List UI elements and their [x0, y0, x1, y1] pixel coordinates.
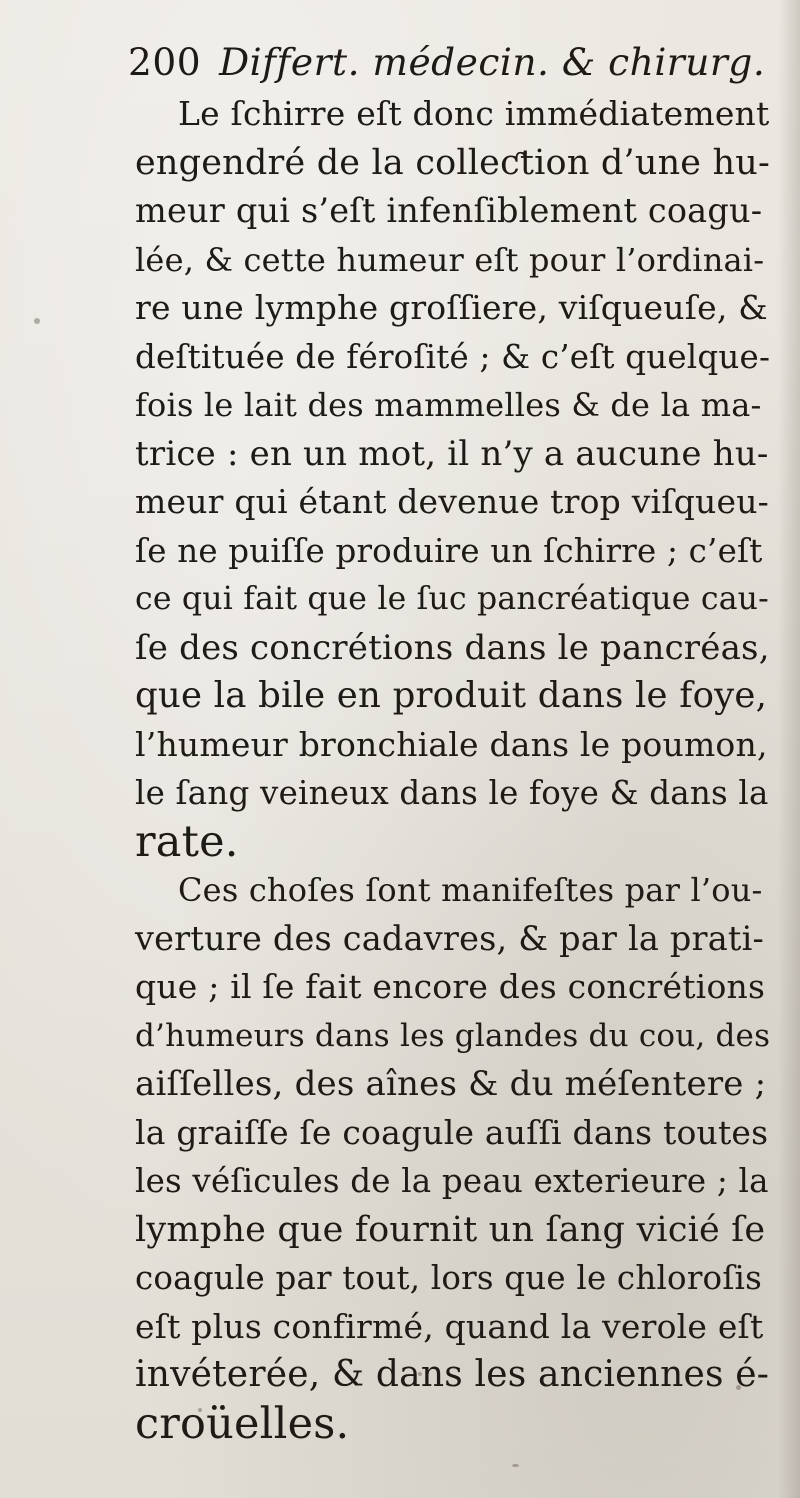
text-line: la graiſſe ſe coagule auſſi dans toutes [135, 1112, 769, 1152]
text-line: lée, & cette humeur eſt pour l’ordinai- [135, 240, 765, 279]
text-line: lymphe que fournit un ſang vicié ſe [135, 1209, 766, 1250]
text-line: l’humeur bronchiale dans le poumon, [135, 724, 768, 764]
text-line: eſt plus confirmé, quand la verole eſt [135, 1306, 764, 1346]
text-line: croüelles. [135, 1398, 350, 1449]
text-line: deſtituée de féroſité ; & c’eſt quelque- [135, 337, 771, 376]
text-line: meur qui s’eſt infenſiblement coagu- [135, 191, 763, 230]
text-line: ce qui fait que le ſuc pancréatique cau- [135, 581, 770, 617]
text-line: d’humeurs dans les glandes du cou, des [135, 1017, 771, 1054]
text-line: Le ſchirre eſt donc immédiatement [178, 94, 770, 133]
text-line: que la bile en produit dans le foye, [135, 675, 768, 716]
text-line: que ; il ſe fait encore des concrétions [135, 967, 766, 1006]
text-line: aiſſelles, des aînes & du méſentere ; [135, 1064, 767, 1104]
text-line: coagule par tout, lors que le chloroſis [135, 1259, 763, 1297]
text-line: verture des cadavres, & par la prati- [135, 918, 765, 958]
text-line: rate. [135, 816, 239, 867]
text-line: invéterée, & dans les anciennes é- [135, 1354, 770, 1395]
text-line: ſe ne puiſſe produire un ſchirre ; c’eſt [135, 531, 763, 570]
page-number: 200 [128, 40, 202, 84]
text-line: le ſang veineux dans le foye & dans la [135, 774, 769, 812]
text-line: engendré de la colleƈtion d’une hu- [135, 142, 771, 183]
text-line: meur qui étant devenue trop viſqueu- [135, 482, 770, 521]
text-line: ſe des concrétions dans le pancréas, [135, 627, 770, 668]
text-line: re une lymphe groſſiere, viſqueuſe, & [135, 288, 768, 327]
text-line: fois le lait des mammelles & de la ma- [135, 386, 762, 424]
text-line: les véſicules de la peau exterieure ; la [135, 1162, 769, 1200]
text-line: Ces choſes ſont manifeſtes par l’ou- [178, 871, 763, 909]
text-line: trice : en un mot, il n’y a aucune hu- [135, 433, 769, 474]
running-title: Differt. médecin. & chirurg. [219, 40, 766, 84]
